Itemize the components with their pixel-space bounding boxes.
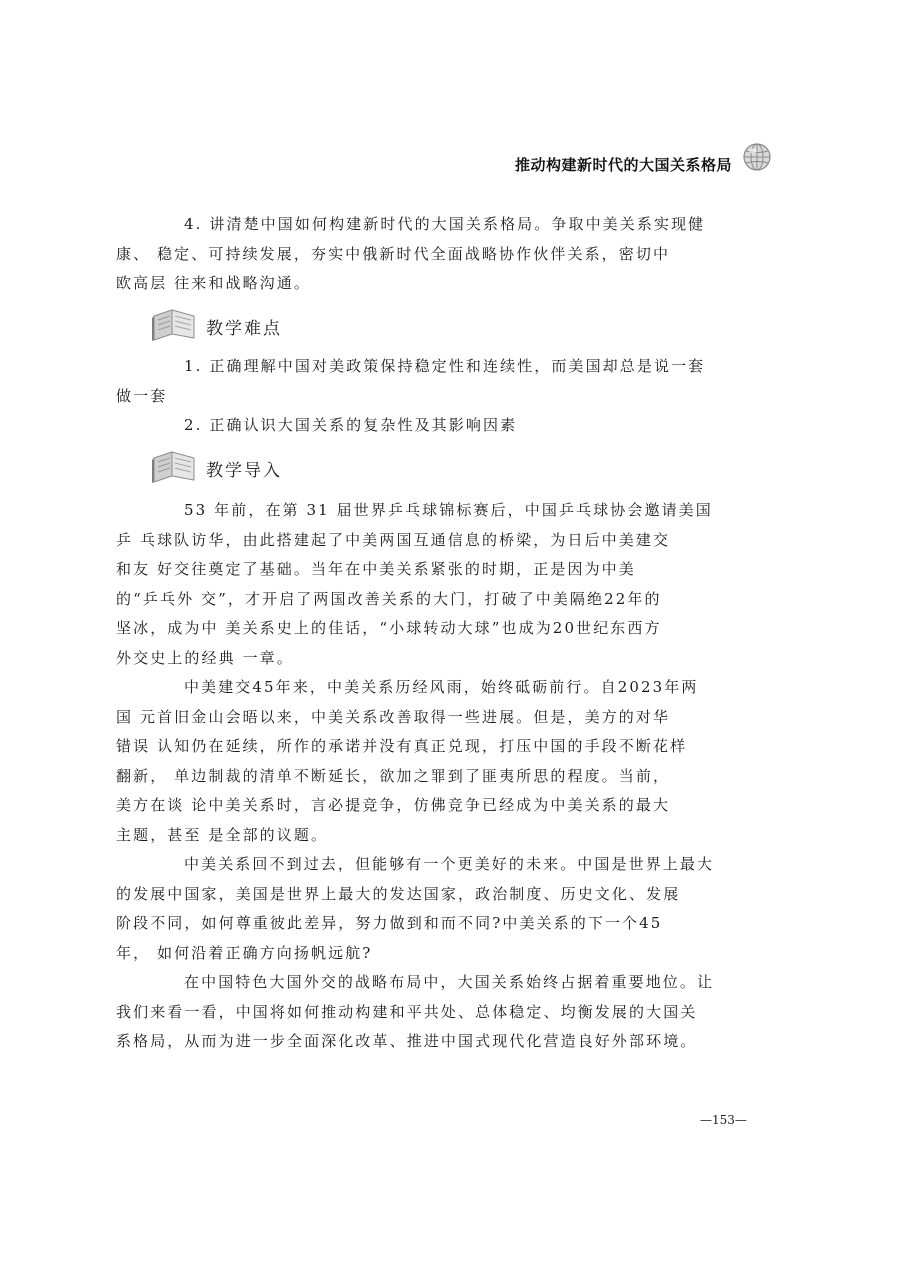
book-icon — [150, 306, 198, 342]
section-heading-text: 教学难点 — [206, 319, 282, 339]
text-line: 53 年前，在第 31 届世界乒乓球锦标赛后，中国乒乓球协会邀请美国 — [184, 501, 713, 519]
text-line: 欧高层 往来和战略沟通。 — [116, 274, 311, 292]
running-title: 推动构建新时代的大国关系格局 — [514, 156, 732, 174]
intro-paragraph-2 — [116, 673, 768, 850]
text-line: 阶段不同，如何尊重彼此差异，努力做到和而不同?中美关系的下一个45 — [116, 914, 663, 932]
objective-4 — [116, 210, 768, 299]
text-line: 1. 正确理解中国对美政策保持稳定性和连续性，而美国却总是说一套 — [184, 357, 706, 375]
text-line: 乒 乓球队访华，由此搭建起了中美两国互通信息的桥梁，为日后中美建交 — [116, 530, 671, 549]
text-line: 我们来看一看，中国将如何推动构建和平共处、总体稳定、均衡发展的大国关 — [116, 1002, 698, 1021]
book-icon — [150, 448, 198, 484]
objective-4-paragraph — [116, 210, 768, 299]
text-line: 主题，甚至 是全部的议题。 — [116, 825, 329, 844]
intro-paragraph-1 — [116, 496, 768, 673]
section-heading-difficulties — [150, 306, 450, 346]
list-item — [116, 352, 768, 411]
text-line: 在中国特色大国外交的战略布局中，大国关系始终占据着重要地位。让 — [184, 973, 715, 991]
text-line: 中美建交45年来，中美关系历经风雨，始终砥砺前行。自2023年两 — [184, 678, 699, 696]
intro-paragraph-3 — [116, 850, 768, 968]
text-line: 美方在谈 论中美关系时，言必提竞争，仿佛竞争已经成为中美关系的最大 — [116, 796, 671, 814]
difficulties-list — [116, 352, 768, 441]
intro-body — [116, 496, 768, 1057]
section-heading-intro — [150, 448, 450, 488]
text-line: 4. 讲清楚中国如何构建新时代的大国关系格局。争取中美关系实现健 — [184, 215, 706, 233]
text-line: 翻新， 单边制裁的清单不断延长，欲加之罪到了匪夷所思的程度。当前， — [116, 766, 671, 785]
text-line: 的发展中国家，美国是世界上最大的发达国家，政治制度、历史文化、发展 — [116, 884, 681, 903]
text-line: 的“乒乓外 交”，才开启了两国改善关系的大门，打破了中美隔绝22年的 — [116, 589, 662, 608]
text-line: 做一套 — [116, 386, 168, 405]
globe-icon — [742, 142, 772, 172]
text-line: 国 元首旧金山会晤以来，中美关系改善取得一些进展。但是，美方的对华 — [116, 707, 671, 726]
page-number: —153— — [700, 1113, 747, 1127]
text-line: 2. 正确认识大国关系的复杂性及其影响因素 — [184, 416, 518, 434]
text-line: 外交史上的经典 一章。 — [116, 648, 294, 667]
text-line: 坚冰，成为中 美关系史上的佳话，“小球转动大球”也成为20世纪东西方 — [116, 619, 662, 637]
list-item — [150, 411, 768, 441]
text-line: 年， 如何沿着正确方向扬帆远航? — [116, 943, 373, 962]
text-line: 中美关系回不到过去，但能够有一个更美好的未来。中国是世界上最大 — [184, 855, 715, 873]
text-line: 和友 好交往奠定了基础。当年在中美关系紧张的时期，正是因为中美 — [116, 560, 636, 578]
text-line: 错误 认知仍在延续，所作的承诺并没有真正兑现，打压中国的手段不断花样 — [116, 737, 688, 755]
section-heading-text: 教学导入 — [206, 461, 282, 481]
text-line: 系格局，从而为进一步全面深化改革、推进中国式现代化营造良好外部环境。 — [116, 1032, 698, 1050]
text-line: 康、 稳定、可持续发展，夯实中俄新时代全面战略协作伙伴关系，密切中 — [116, 244, 671, 263]
running-header — [490, 142, 790, 182]
intro-paragraph-4 — [116, 968, 768, 1057]
